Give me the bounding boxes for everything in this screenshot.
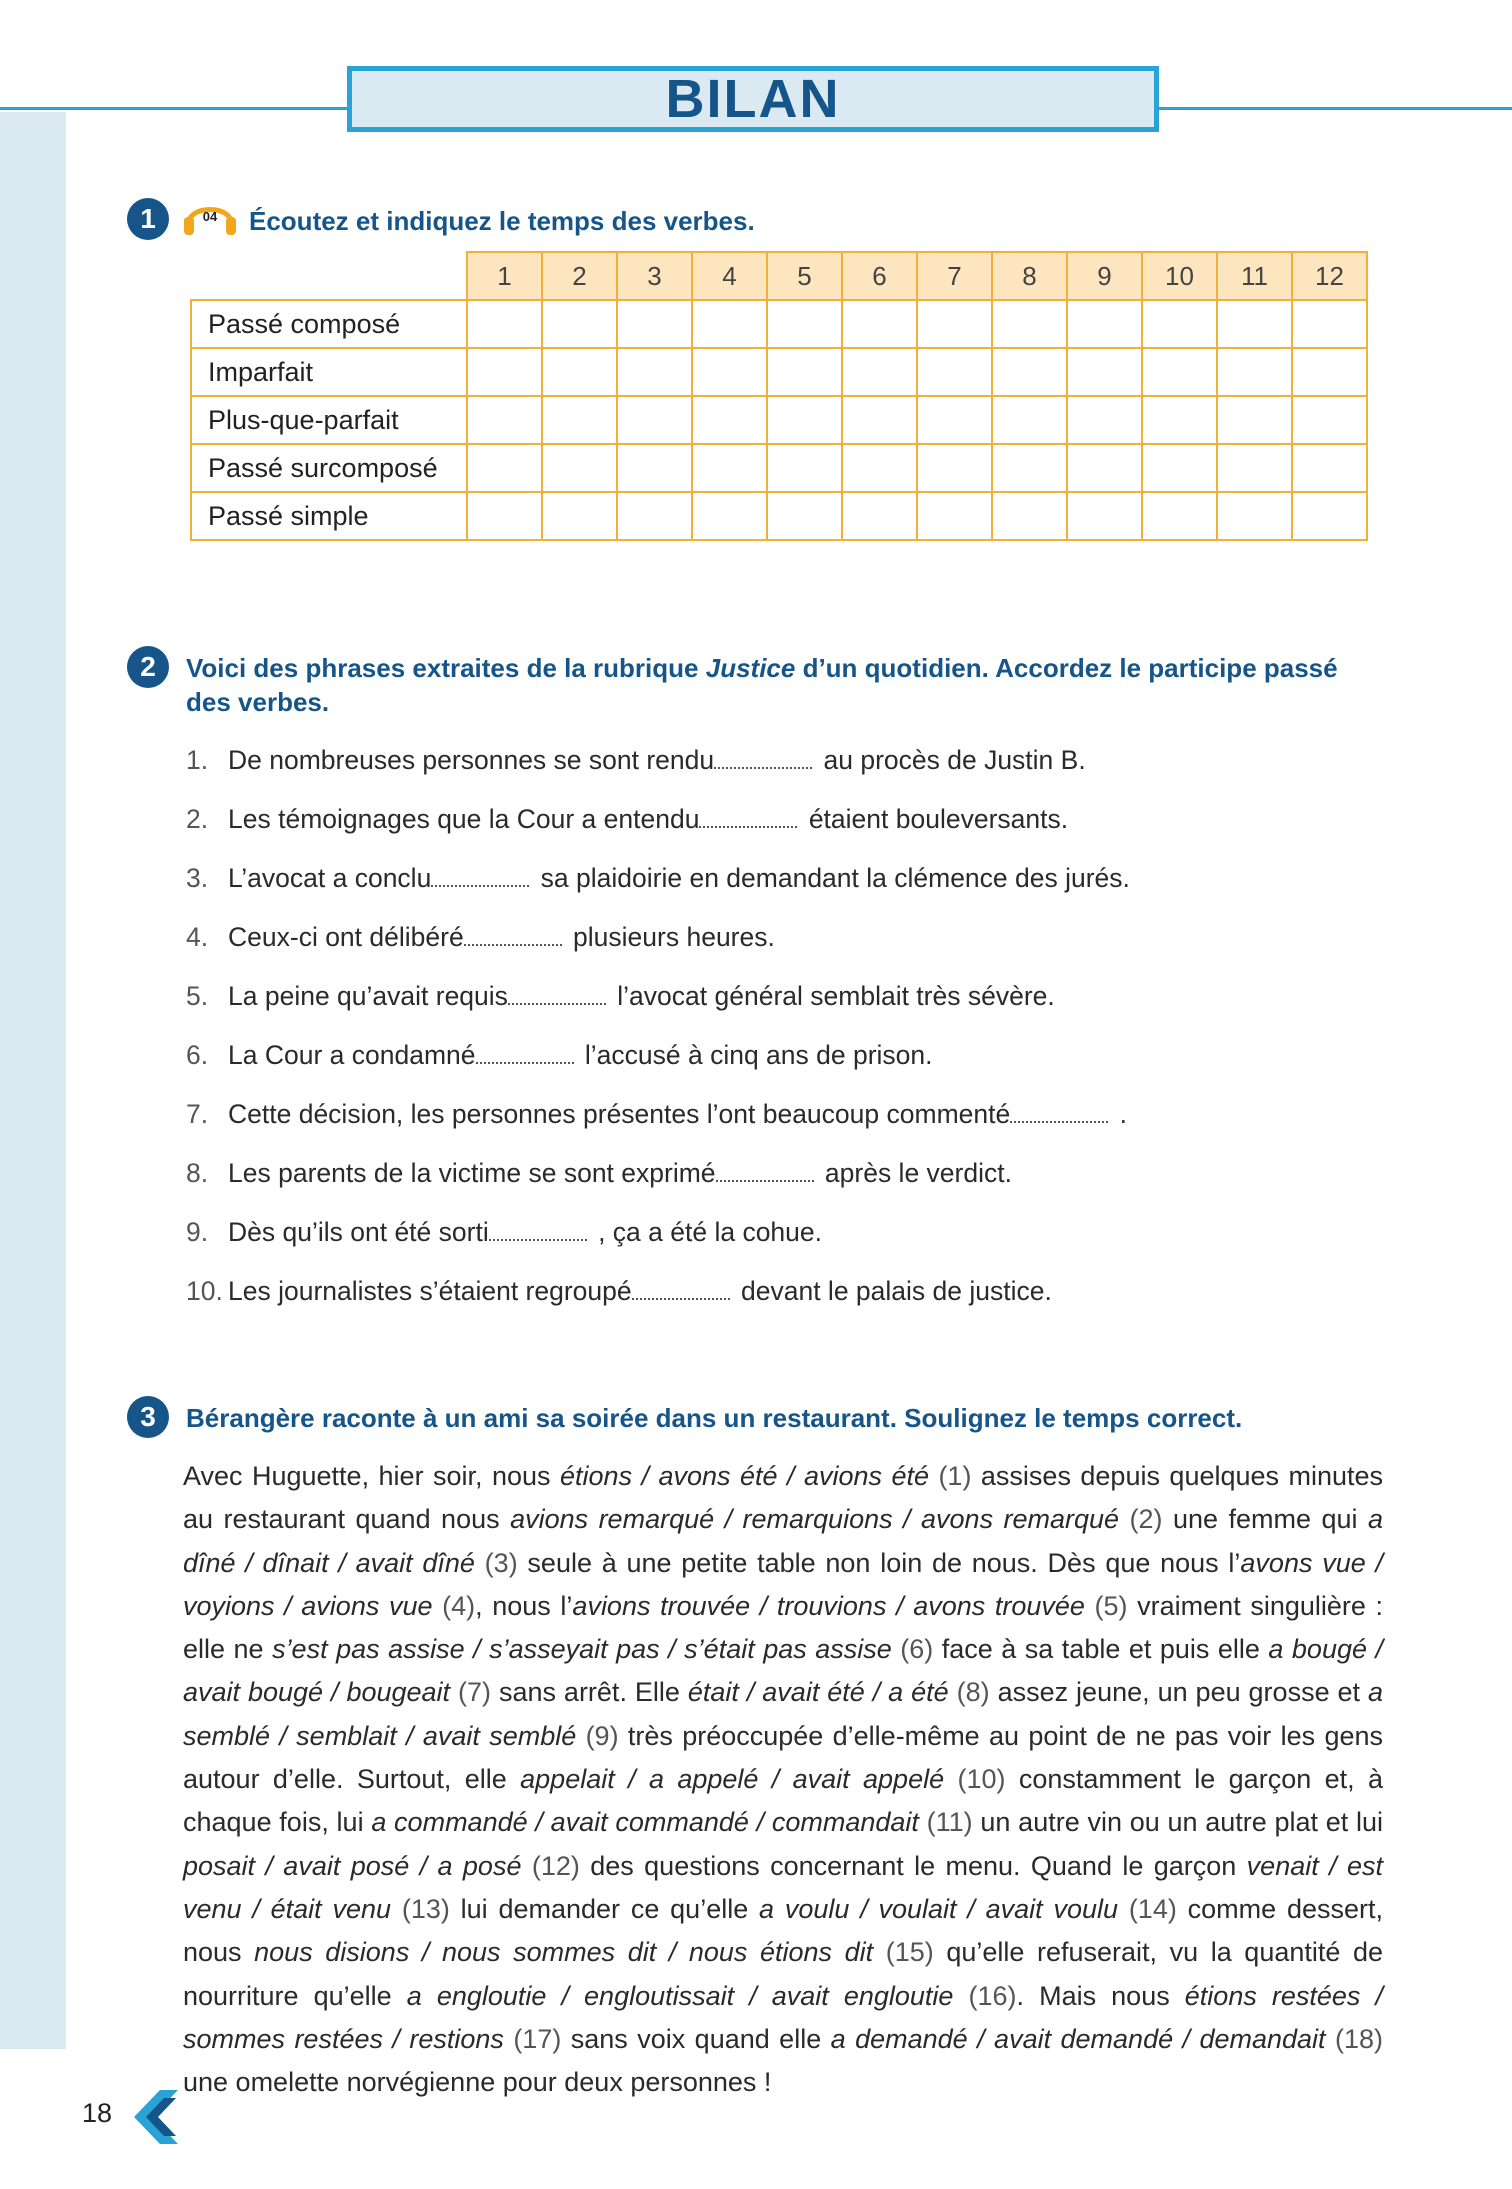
item-number: (9): [576, 1720, 619, 1751]
answer-cell[interactable]: [767, 396, 842, 444]
paragraph-text: très préoccupée d’elle-même au point de ne pas voir les gens autour d’elle. Surtout, elle: [183, 1720, 1383, 1795]
grid-column-header: 1: [467, 252, 542, 300]
answer-cell[interactable]: [467, 348, 542, 396]
sentence-number: 9.: [186, 1217, 209, 1247]
grid-column-header: 5: [767, 252, 842, 300]
answer-cell[interactable]: [767, 348, 842, 396]
verb-options[interactable]: posait / avait posé / a posé: [183, 1850, 522, 1881]
answer-cell[interactable]: [992, 348, 1067, 396]
answer-blank[interactable]: [714, 747, 812, 769]
verb-options[interactable]: avons vue / voyions / avions vue: [183, 1547, 1383, 1621]
answer-cell[interactable]: [842, 300, 917, 348]
sentence-number: 2.: [186, 804, 209, 834]
answer-cell[interactable]: [767, 492, 842, 540]
page-number: 18: [82, 2098, 113, 2128]
sentence-number: 4.: [186, 922, 209, 952]
exercise-2-number: 2: [127, 646, 169, 688]
item-number: (13): [391, 1893, 450, 1924]
answer-cell[interactable]: [1292, 300, 1367, 348]
answer-cell[interactable]: [1217, 396, 1292, 444]
verb-options[interactable]: appelait / a appelé / avait appelé: [520, 1764, 945, 1795]
sentence-item: [186, 1215, 1386, 1274]
verb-options[interactable]: s’est pas assise / s’asseyait pas / s’était pas assise: [272, 1634, 892, 1665]
answer-cell[interactable]: [1142, 492, 1217, 540]
sentence-number: 5.: [186, 981, 209, 1011]
sentence-text: , ça a été la cohue.: [590, 1217, 823, 1247]
page-title: BILAN: [665, 69, 841, 129]
answer-blank[interactable]: [699, 806, 797, 828]
instruction-text: Voici des phrases extraites de la rubrique: [186, 653, 706, 683]
item-number: (11): [918, 1807, 973, 1838]
tense-label: Passé composé: [191, 300, 467, 348]
verb-options[interactable]: avions remarqué / remarquions / avons remarqué: [510, 1504, 1120, 1535]
answer-cell[interactable]: [917, 492, 992, 540]
answer-cell[interactable]: [842, 348, 917, 396]
item-number: (17): [503, 2023, 562, 2054]
answer-cell[interactable]: [767, 444, 842, 492]
sentence-text: Les témoignages que la Cour a entendu: [228, 804, 700, 834]
sentence-item: [186, 1097, 1386, 1156]
answer-cell[interactable]: [917, 348, 992, 396]
tense-label: Passé surcomposé: [191, 444, 467, 492]
grid-column-header: 12: [1292, 252, 1367, 300]
answer-cell[interactable]: [1067, 492, 1142, 540]
answer-cell[interactable]: [692, 396, 767, 444]
answer-cell[interactable]: [542, 348, 617, 396]
answer-cell[interactable]: [1217, 300, 1292, 348]
item-number: (2): [1119, 1504, 1163, 1535]
paragraph-text: assez jeune, un peu grosse et: [989, 1677, 1368, 1708]
item-number: (12): [521, 1850, 580, 1881]
answer-cell[interactable]: [617, 396, 692, 444]
grid-column-header: 4: [692, 252, 767, 300]
sentence-text: plusieurs heures.: [565, 922, 775, 952]
answer-cell[interactable]: [842, 396, 917, 444]
paragraph-text: lui demander ce qu’elle: [449, 1893, 760, 1924]
grid-corner: [191, 252, 467, 300]
answer-cell[interactable]: [692, 492, 767, 540]
item-number: (18): [1325, 2023, 1383, 2054]
sentence-text: Cette décision, les personnes présentes l’ont beaucoup commenté: [228, 1099, 1011, 1129]
grid-column-header: 9: [1067, 252, 1142, 300]
item-number: (6): [891, 1634, 934, 1665]
sentence-text: La Cour a condamné: [228, 1040, 476, 1070]
answer-cell[interactable]: [917, 396, 992, 444]
sentence-text: De nombreuses personnes se sont rendu: [228, 745, 715, 775]
answer-cell[interactable]: [992, 300, 1067, 348]
paragraph-text: une femme qui: [1162, 1504, 1368, 1535]
instruction-text: d’un quotidien. Accordez le participe passé des verbes.: [186, 653, 1338, 717]
sentence-text: au procès de Justin B.: [816, 745, 1086, 775]
verb-options[interactable]: étions / avons été / avions été: [560, 1461, 929, 1491]
verb-options[interactable]: était / avait été / a été: [687, 1677, 949, 1708]
verb-options[interactable]: avions trouvée / trouvions / avons trouvée: [572, 1590, 1085, 1621]
answer-blank[interactable]: [489, 1219, 587, 1241]
paragraph-text: qu’elle refuserait, vu la quantité de nourriture qu’elle: [183, 1937, 1383, 2011]
answer-cell[interactable]: [917, 444, 992, 492]
answer-cell[interactable]: [1142, 348, 1217, 396]
sentence-item: [186, 1038, 1386, 1097]
paragraph-text: face à sa table et puis elle: [933, 1634, 1269, 1665]
sentence-text: La peine qu’avait requis: [228, 981, 508, 1011]
answer-cell[interactable]: [542, 300, 617, 348]
sentence-item: [186, 920, 1386, 979]
item-number: (16): [953, 1980, 1017, 2011]
grid-column-header: 8: [992, 252, 1067, 300]
paragraph-text: assises depuis quelques minutes au restaurant quand nous: [183, 1461, 1384, 1535]
grid-row: [191, 492, 1367, 540]
answer-blank[interactable]: [1010, 1101, 1108, 1123]
answer-cell[interactable]: [1142, 444, 1217, 492]
verb-options[interactable]: a voulu / voulait / avait voulu: [759, 1893, 1119, 1924]
sentence-number: 6.: [186, 1040, 209, 1070]
paragraph-text: . Mais nous: [1016, 1980, 1185, 2011]
sentence-number: 7.: [186, 1099, 209, 1129]
sentence-text: l’accusé à cinq ans de prison.: [577, 1040, 933, 1070]
answer-cell[interactable]: [1217, 492, 1292, 540]
answer-cell[interactable]: [917, 300, 992, 348]
answer-cell[interactable]: [1067, 348, 1142, 396]
paragraph-text: , nous l’: [475, 1590, 573, 1621]
sentence-item: [186, 743, 1386, 802]
verb-options[interactable]: a commandé / avait commandé / commandait: [371, 1807, 919, 1838]
sentence-item: [186, 1274, 1386, 1333]
sentence-item: [186, 802, 1386, 861]
side-band: [0, 112, 66, 2049]
sentence-text: .: [1112, 1099, 1127, 1129]
verb-options[interactable]: a bougé / avait bougé / bougeait: [183, 1634, 1383, 1708]
answer-cell[interactable]: [467, 492, 542, 540]
answer-cell[interactable]: [542, 492, 617, 540]
item-number: (1): [928, 1461, 972, 1491]
sentence-text: étaient bouleversants.: [801, 804, 1069, 834]
exercise-3-number: 3: [127, 1396, 169, 1438]
verb-options[interactable]: a engloutie / engloutissait / avait engloutie: [406, 1980, 954, 2011]
tense-label: Imparfait: [191, 348, 467, 396]
answer-cell[interactable]: [992, 492, 1067, 540]
paragraph-text: des questions concernant le menu. Quand le garçon: [579, 1850, 1247, 1881]
answer-cell[interactable]: [617, 300, 692, 348]
sentence-text: Ceux-ci ont délibéré: [228, 922, 464, 952]
paragraph-text: sans voix quand elle: [561, 2023, 831, 2054]
item-number: (15): [873, 1937, 934, 1968]
answer-cell[interactable]: [1292, 396, 1367, 444]
exercise-1-instruction: Écoutez et indiquez le temps des verbes.: [249, 206, 755, 236]
sentence-text: devant le palais de justice.: [733, 1276, 1052, 1306]
chevron-left-icon: [134, 2088, 184, 2146]
answer-cell[interactable]: [617, 492, 692, 540]
title-box: [347, 66, 1159, 132]
paragraph-text: seule à une petite table non loin de nous. Dès que nous l’: [517, 1547, 1241, 1578]
grid-row: [191, 396, 1367, 444]
answer-blank[interactable]: [508, 983, 606, 1005]
tense-grid: [190, 251, 1368, 541]
verb-options[interactable]: a semblé / semblait / avait semblé: [183, 1677, 1384, 1751]
answer-cell[interactable]: [1142, 396, 1217, 444]
grid-row: [191, 348, 1367, 396]
paragraph-text: sans arrêt. Elle: [491, 1677, 688, 1708]
exercise-2-instruction: [186, 651, 1386, 719]
answer-cell[interactable]: [992, 396, 1067, 444]
sentence-item: [186, 979, 1386, 1038]
answer-cell[interactable]: [1217, 348, 1292, 396]
answer-cell[interactable]: [1292, 492, 1367, 540]
paragraph-text: constamment le garçon et, à chaque fois, lui: [183, 1764, 1383, 1838]
answer-cell[interactable]: [467, 444, 542, 492]
story-paragraph: [183, 1455, 1383, 2104]
exercise-1-number: 1: [127, 198, 169, 240]
verb-options[interactable]: venait / est venu / était venu: [183, 1850, 1383, 1924]
paragraph-text: comme dessert, nous: [183, 1893, 1383, 1968]
tense-label: Plus-que-parfait: [191, 396, 467, 444]
answer-cell[interactable]: [1067, 396, 1142, 444]
answer-blank[interactable]: [716, 1160, 814, 1182]
verb-options[interactable]: étions restées / sommes restées / restions: [183, 1980, 1383, 2054]
answer-cell[interactable]: [467, 396, 542, 444]
item-number: (3): [474, 1547, 518, 1578]
sentence-text: Les parents de la victime se sont exprimé: [228, 1158, 716, 1188]
grid-column-header: 3: [617, 252, 692, 300]
sentence-text: sa plaidoirie en demandant la clémence des jurés.: [533, 863, 1130, 893]
paragraph-text: un autre vin ou un autre plat et lui: [972, 1807, 1384, 1838]
item-number: (8): [948, 1677, 990, 1708]
item-number: (10): [944, 1764, 1006, 1795]
answer-blank[interactable]: [464, 924, 562, 946]
item-number: (5): [1084, 1590, 1128, 1621]
answer-cell[interactable]: [1217, 444, 1292, 492]
answer-blank[interactable]: [476, 1042, 574, 1064]
sentence-text: L’avocat a conclu: [228, 863, 432, 893]
answer-blank[interactable]: [431, 865, 529, 887]
item-number: (7): [450, 1677, 491, 1708]
sentence-number: 1.: [186, 745, 209, 775]
sentence-item: [186, 1156, 1386, 1215]
grid-column-header: 11: [1217, 252, 1292, 300]
answer-cell[interactable]: [842, 444, 917, 492]
sentence-item: [186, 861, 1386, 920]
grid-header-row: [191, 252, 1367, 300]
answer-cell[interactable]: [1067, 300, 1142, 348]
verb-options[interactable]: a demandé / avait demandé / demandait: [830, 2023, 1326, 2054]
sentence-number: 8.: [186, 1158, 209, 1188]
answer-cell[interactable]: [842, 492, 917, 540]
exercise-3-instruction: Bérangère raconte à un ami sa soirée dans un restaurant. Soulignez le temps correct.: [186, 1403, 1243, 1433]
item-number: (4): [432, 1590, 476, 1621]
sentence-text: Les journalistes s’étaient regroupé: [228, 1276, 632, 1306]
sentence-number: 3.: [186, 863, 209, 893]
answer-cell[interactable]: [542, 444, 617, 492]
answer-cell[interactable]: [692, 300, 767, 348]
sentence-number: 10.: [186, 1276, 223, 1306]
grid-row: [191, 444, 1367, 492]
grid-column-header: 2: [542, 252, 617, 300]
answer-cell[interactable]: [542, 396, 617, 444]
answer-cell[interactable]: [617, 348, 692, 396]
answer-cell[interactable]: [767, 300, 842, 348]
answer-cell[interactable]: [1067, 444, 1142, 492]
sentence-list: [186, 743, 1386, 1333]
answer-cell[interactable]: [1142, 300, 1217, 348]
sentence-text: l’avocat général semblait très sévère.: [609, 981, 1055, 1011]
instruction-italic: Justice: [705, 653, 796, 683]
grid-column-header: 7: [917, 252, 992, 300]
grid-column-header: 6: [842, 252, 917, 300]
verb-options[interactable]: a dîné / dînait / avait dîné: [183, 1504, 1384, 1578]
answer-cell[interactable]: [467, 300, 542, 348]
grid-row: [191, 300, 1367, 348]
sentence-text: après le verdict.: [817, 1158, 1012, 1188]
answer-cell[interactable]: [692, 444, 767, 492]
answer-cell[interactable]: [992, 444, 1067, 492]
paragraph-text: vraiment singulière : elle ne: [183, 1590, 1384, 1665]
answer-blank[interactable]: [632, 1278, 730, 1300]
item-number: (14): [1118, 1893, 1177, 1924]
track-number: 04: [202, 209, 218, 224]
answer-cell[interactable]: [1292, 444, 1367, 492]
sentence-text: Dès qu’ils ont été sorti: [228, 1217, 489, 1247]
verb-options[interactable]: nous disions / nous sommes dit / nous étions dit: [254, 1937, 874, 1968]
answer-cell[interactable]: [1292, 348, 1367, 396]
answer-cell[interactable]: [617, 444, 692, 492]
tense-label: Passé simple: [191, 492, 467, 540]
answer-cell[interactable]: [692, 348, 767, 396]
grid-column-header: 10: [1142, 252, 1217, 300]
paragraph-text: Avec Huguette, hier soir, nous: [183, 1461, 561, 1491]
paragraph-text: une omelette norvégienne pour deux personnes !: [183, 2067, 772, 2098]
